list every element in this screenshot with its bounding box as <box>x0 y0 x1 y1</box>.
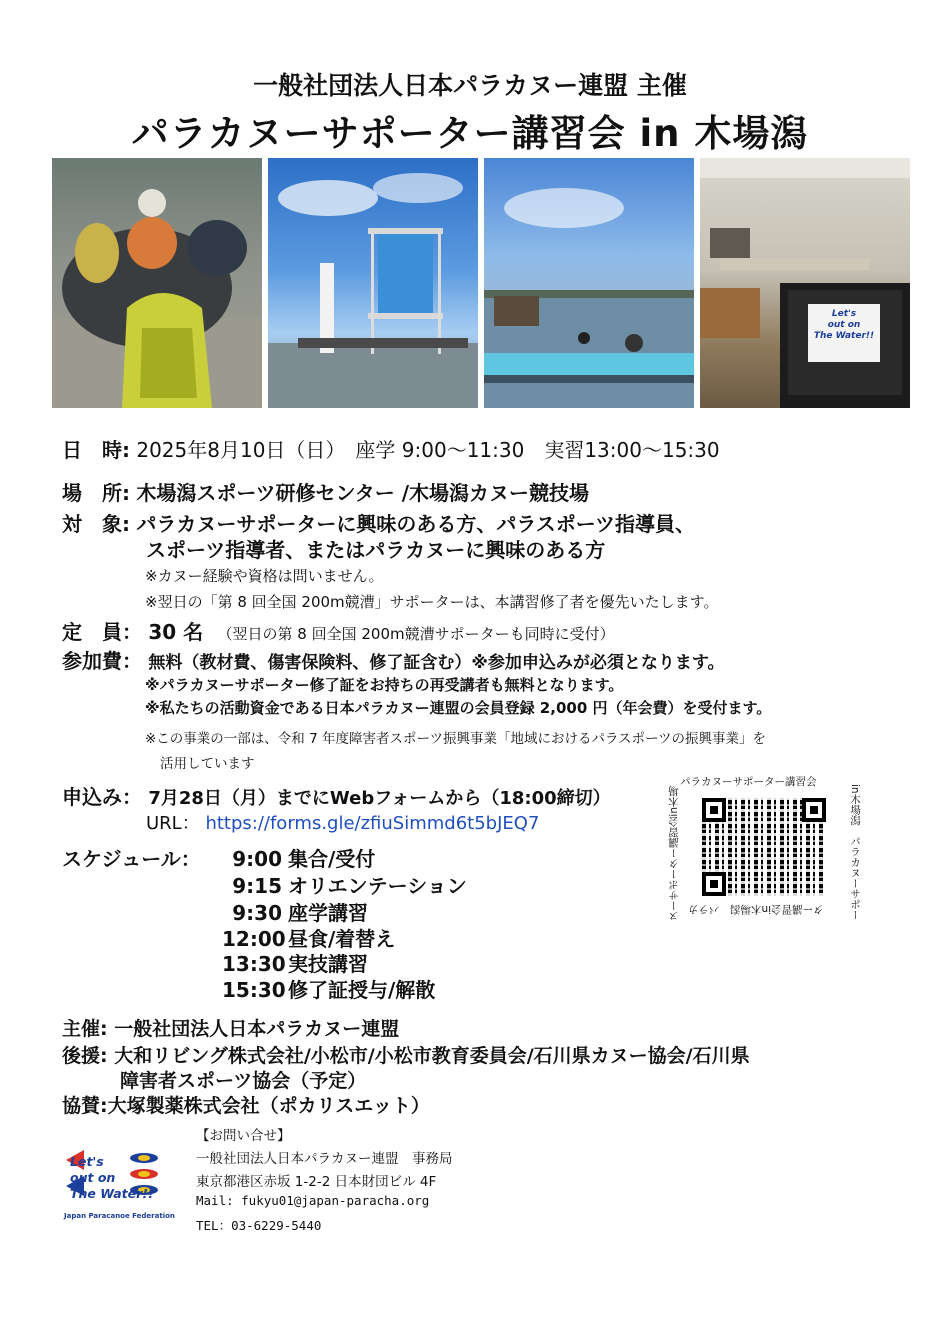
qr-right-text: in木場潟 パラカヌーサポー <box>849 784 861 920</box>
target-value-2 <box>146 534 605 563</box>
qr-top-text: パラカヌーサポーター講習会 <box>680 776 817 788</box>
sponsor-line: 協賛:大塚製薬株式会社（ポカリスエット） <box>62 1095 430 1117</box>
contact-tel[interactable]: TEL：03-6229-5440 <box>196 1218 322 1233</box>
schedule-time: 9:00 <box>232 847 282 871</box>
contact-office: 一般社団法人日本パラカヌー連盟 事務局 <box>196 1151 453 1167</box>
fee-value: 無料（教材費、傷害保険料、修了証含む）※参加申込みが必須となります。 <box>148 653 725 673</box>
schedule-event: 昼食/着替え <box>288 927 396 951</box>
place-row <box>62 477 589 506</box>
schedule-item <box>222 948 368 977</box>
schedule-event: 座学講習 <box>288 901 368 925</box>
date-label: 日 時: <box>62 438 130 462</box>
schedule-item <box>222 897 368 926</box>
fee-label: 参加費： <box>62 649 142 673</box>
schedule-time: 12:00 <box>222 927 286 951</box>
target-row <box>62 508 695 537</box>
schedule-time: 13:30 <box>222 952 286 976</box>
registration-url-link[interactable]: https://forms.gle/zfiuSimmd6t5bJEQ7 <box>205 813 540 834</box>
contact-heading: 【お問い合せ】 <box>196 1128 291 1144</box>
schedule-time: 9:30 <box>232 901 282 925</box>
photo-pontoon <box>484 158 694 408</box>
apply-label: 申込み： <box>62 785 142 809</box>
apply-value: 7月28日（月）までにWebフォームから（18:00締切） <box>148 788 611 809</box>
federation-logo <box>64 1146 175 1224</box>
contact-address: 東京都港区赤坂 1-2-2 日本財団ビル 4F <box>196 1174 437 1190</box>
schedule-item <box>222 974 435 1003</box>
date-row <box>62 434 720 463</box>
url-row <box>146 809 539 835</box>
photo-lecture-room <box>700 158 910 408</box>
schedule-item <box>222 870 467 899</box>
subsidy-note-1: ※この事業の一部は、令和 7 年度障害者スポーツ振興事業「地域におけるパラスポーツの振興事業」を <box>145 731 766 747</box>
logo-caption: Japan Paracanoe Federation <box>64 1212 175 1220</box>
schedule-time: 9:15 <box>232 874 282 898</box>
laptop-screen-logo <box>808 304 880 362</box>
laptop-logo-line3: The Water!! <box>813 331 875 341</box>
photo-kayak-training <box>52 158 262 408</box>
schedule-event: 集合/受付 <box>288 847 376 871</box>
qr-bottom-text: ター講習会in木場潟 パラカ <box>688 903 824 915</box>
laptop-logo-line2: out on <box>827 320 861 330</box>
contact-mail[interactable]: Mail: fukyu01@japan-paracha.org <box>196 1193 430 1208</box>
qr-code[interactable] <box>702 798 826 896</box>
fee-note-2: ※私たちの活動資金である日本パラカヌー連盟の会員登録 2,000 円（年会費）を受付ます。 <box>145 699 772 717</box>
capacity-row <box>62 616 615 645</box>
schedule-label: スケジュール： <box>62 847 201 871</box>
schedule-item <box>222 843 375 872</box>
capacity-note: （翌日の第 8 回全国 200m競漕サポーターも同時に受付） <box>217 625 615 643</box>
page-title: パラカヌーサポーター講習会 in 木場潟 <box>131 112 809 155</box>
date-value: 2025年8月10日（日） 座学 9:00～11:30 実習13:00～15:30 <box>136 438 720 462</box>
target-value-2-text: スポーツ指導者、またはパラカヌーに興味のある方 <box>146 538 606 562</box>
schedule-time: 15:30 <box>222 978 286 1002</box>
place-value: 木場潟スポーツ研修センター /木場潟カヌー競技場 <box>136 481 590 505</box>
support-line-2: 障害者スポーツ協会（予定） <box>120 1070 367 1092</box>
target-label: 対 象: <box>62 512 130 536</box>
apply-row <box>62 781 611 810</box>
logo-line3: The Water!! <box>70 1186 154 1201</box>
place-label: 場 所: <box>62 481 130 505</box>
photo-strip <box>52 158 910 408</box>
url-label: URL： <box>146 813 200 834</box>
target-note-2: ※翌日の「第 8 回全国 200m競漕」サポーターは、本講習修了者を優先いたします。 <box>145 593 719 611</box>
target-note-1: ※カヌー経験や資格は問いません。 <box>145 567 384 585</box>
schedule-event: 修了証授与/解散 <box>288 978 436 1002</box>
target-value-1: パラカヌーサポーターに興味のある方、パラスポーツ指導員、 <box>136 512 695 536</box>
capacity-value: 30 名 <box>148 620 204 644</box>
capacity-label: 定 員： <box>62 620 142 644</box>
logo-line1: Let's <box>70 1154 104 1169</box>
logo-line2: out on <box>70 1170 116 1185</box>
fee-note-1: ※パラカヌーサポーター修了証をお持ちの再受講者も無料となります。 <box>145 676 624 694</box>
schedule-event: オリエンテーション <box>288 874 467 898</box>
photo-starting-tower <box>268 158 478 408</box>
subsidy-note-2: 活用しています <box>160 756 255 772</box>
qr-code-block <box>666 774 862 924</box>
support-line-1: 後援: 大和リビング株式会社/小松市/小松市教育委員会/石川県カヌー協会/石川県 <box>62 1045 750 1067</box>
host-line: 主催: 一般社団法人日本パラカヌー連盟 <box>62 1018 400 1040</box>
qr-left-text: ヌーサポーター講習会in木場 <box>668 786 680 922</box>
schedule-event: 実技講習 <box>288 952 368 976</box>
laptop-logo-line1: Let's <box>831 309 857 319</box>
fee-row <box>62 645 725 674</box>
organizer-line: 一般社団法人日本パラカヌー連盟 主催 <box>253 71 687 100</box>
